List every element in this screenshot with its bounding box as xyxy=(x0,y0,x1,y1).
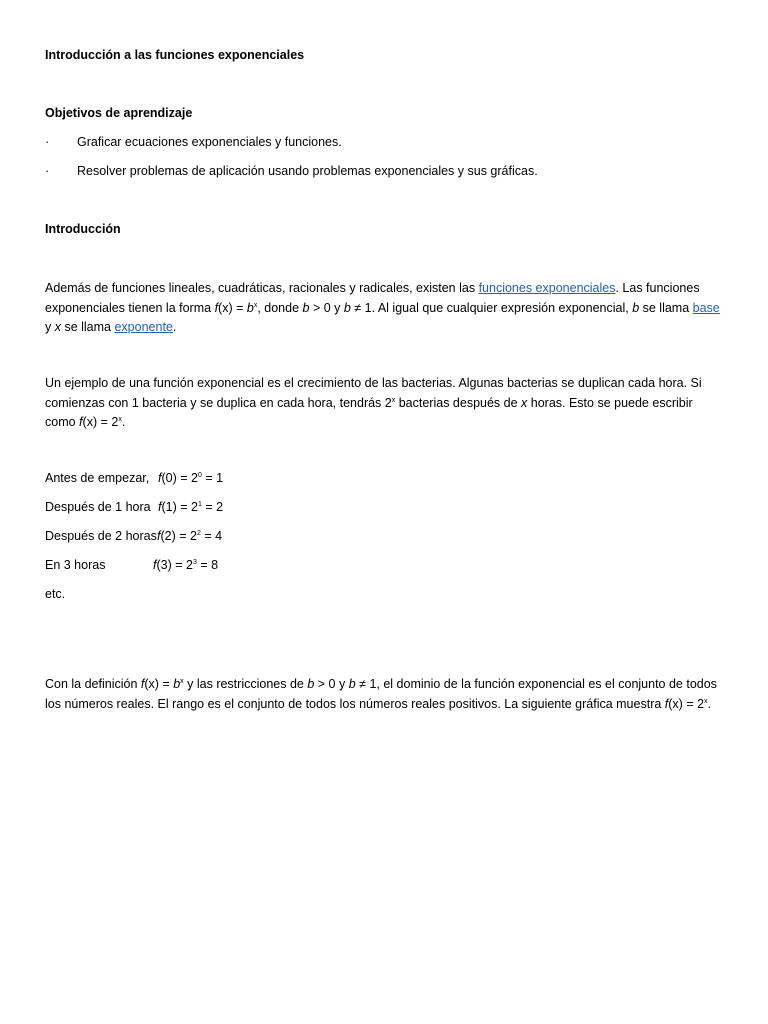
calculation-expression: $f(2) = 2^2 = 4$ xyxy=(157,529,223,543)
paragraph-bacteria: Un ejemplo de una función exponencial es el crecimiento de las bacterias. Algunas bacterias se duplican cada hora. Si comienzas con 1 bacteria y se duplica en cada hora, tendrás 2$^x$ bacterias después de x horas. Esto se puede escribir como $f(x) = 2^x$. xyxy=(45,376,702,429)
bullet-icon: · xyxy=(45,164,50,178)
calculation-label: Después de 1 hora xyxy=(45,500,151,514)
calculation-expression: $f(0) = 2^0 = 1$ xyxy=(158,471,224,485)
calculation-expression: $f(1) = 2^1 = 2$ xyxy=(158,500,224,514)
bullet-icon: · xyxy=(45,135,50,149)
link-base[interactable]: base xyxy=(692,300,720,315)
objective-item xyxy=(45,135,725,153)
intro-heading: Introducción xyxy=(45,222,121,236)
calculation-label: Después de 2 horas xyxy=(45,529,157,543)
paragraph-definition: Además de funciones lineales, cuadráticas, racionales y radicales, existen las funciones exponenciales. Las funciones exponenciales tienen la forma $f(x) = b^x$, donde b > 0 y b ≠ 1. Al igual que cualquier expresión exponencial, b se llama base y x se llama exponente. xyxy=(45,281,720,334)
objective-text: Resolver problemas de aplicación usando problemas exponenciales y sus gráficas. xyxy=(77,164,538,178)
calculation-label: En 3 horas xyxy=(45,558,106,572)
link-funciones-exponenciales[interactable]: funciones exponenciales xyxy=(478,281,616,295)
link-exponente[interactable]: exponente xyxy=(114,320,173,334)
calculation-row xyxy=(45,529,345,547)
etc-text: etc. xyxy=(45,587,66,601)
objective-item xyxy=(45,164,725,182)
objectives-heading: Objetivos de aprendizaje xyxy=(45,106,193,120)
paragraph-domain: Con la definición $f(x) = b^x$ y las restricciones de b > 0 y b ≠ 1, el dominio de la función exponencial es el conjunto de todos los números reales. El rango es el conjunto de todos los números reales positivos. La siguiente gráfica muestra $f(x) = 2^x$. xyxy=(45,677,717,711)
calculation-label: Antes de empezar, xyxy=(45,471,150,485)
calculation-row xyxy=(45,471,345,489)
document-title: Introducción a las funciones exponenciales xyxy=(45,48,305,62)
calculation-row xyxy=(45,558,345,576)
objective-text: Graficar ecuaciones exponenciales y funciones. xyxy=(77,135,342,149)
calculation-expression: $f(3) = 2^3 = 8$ xyxy=(153,558,219,572)
calculation-row xyxy=(45,500,345,518)
